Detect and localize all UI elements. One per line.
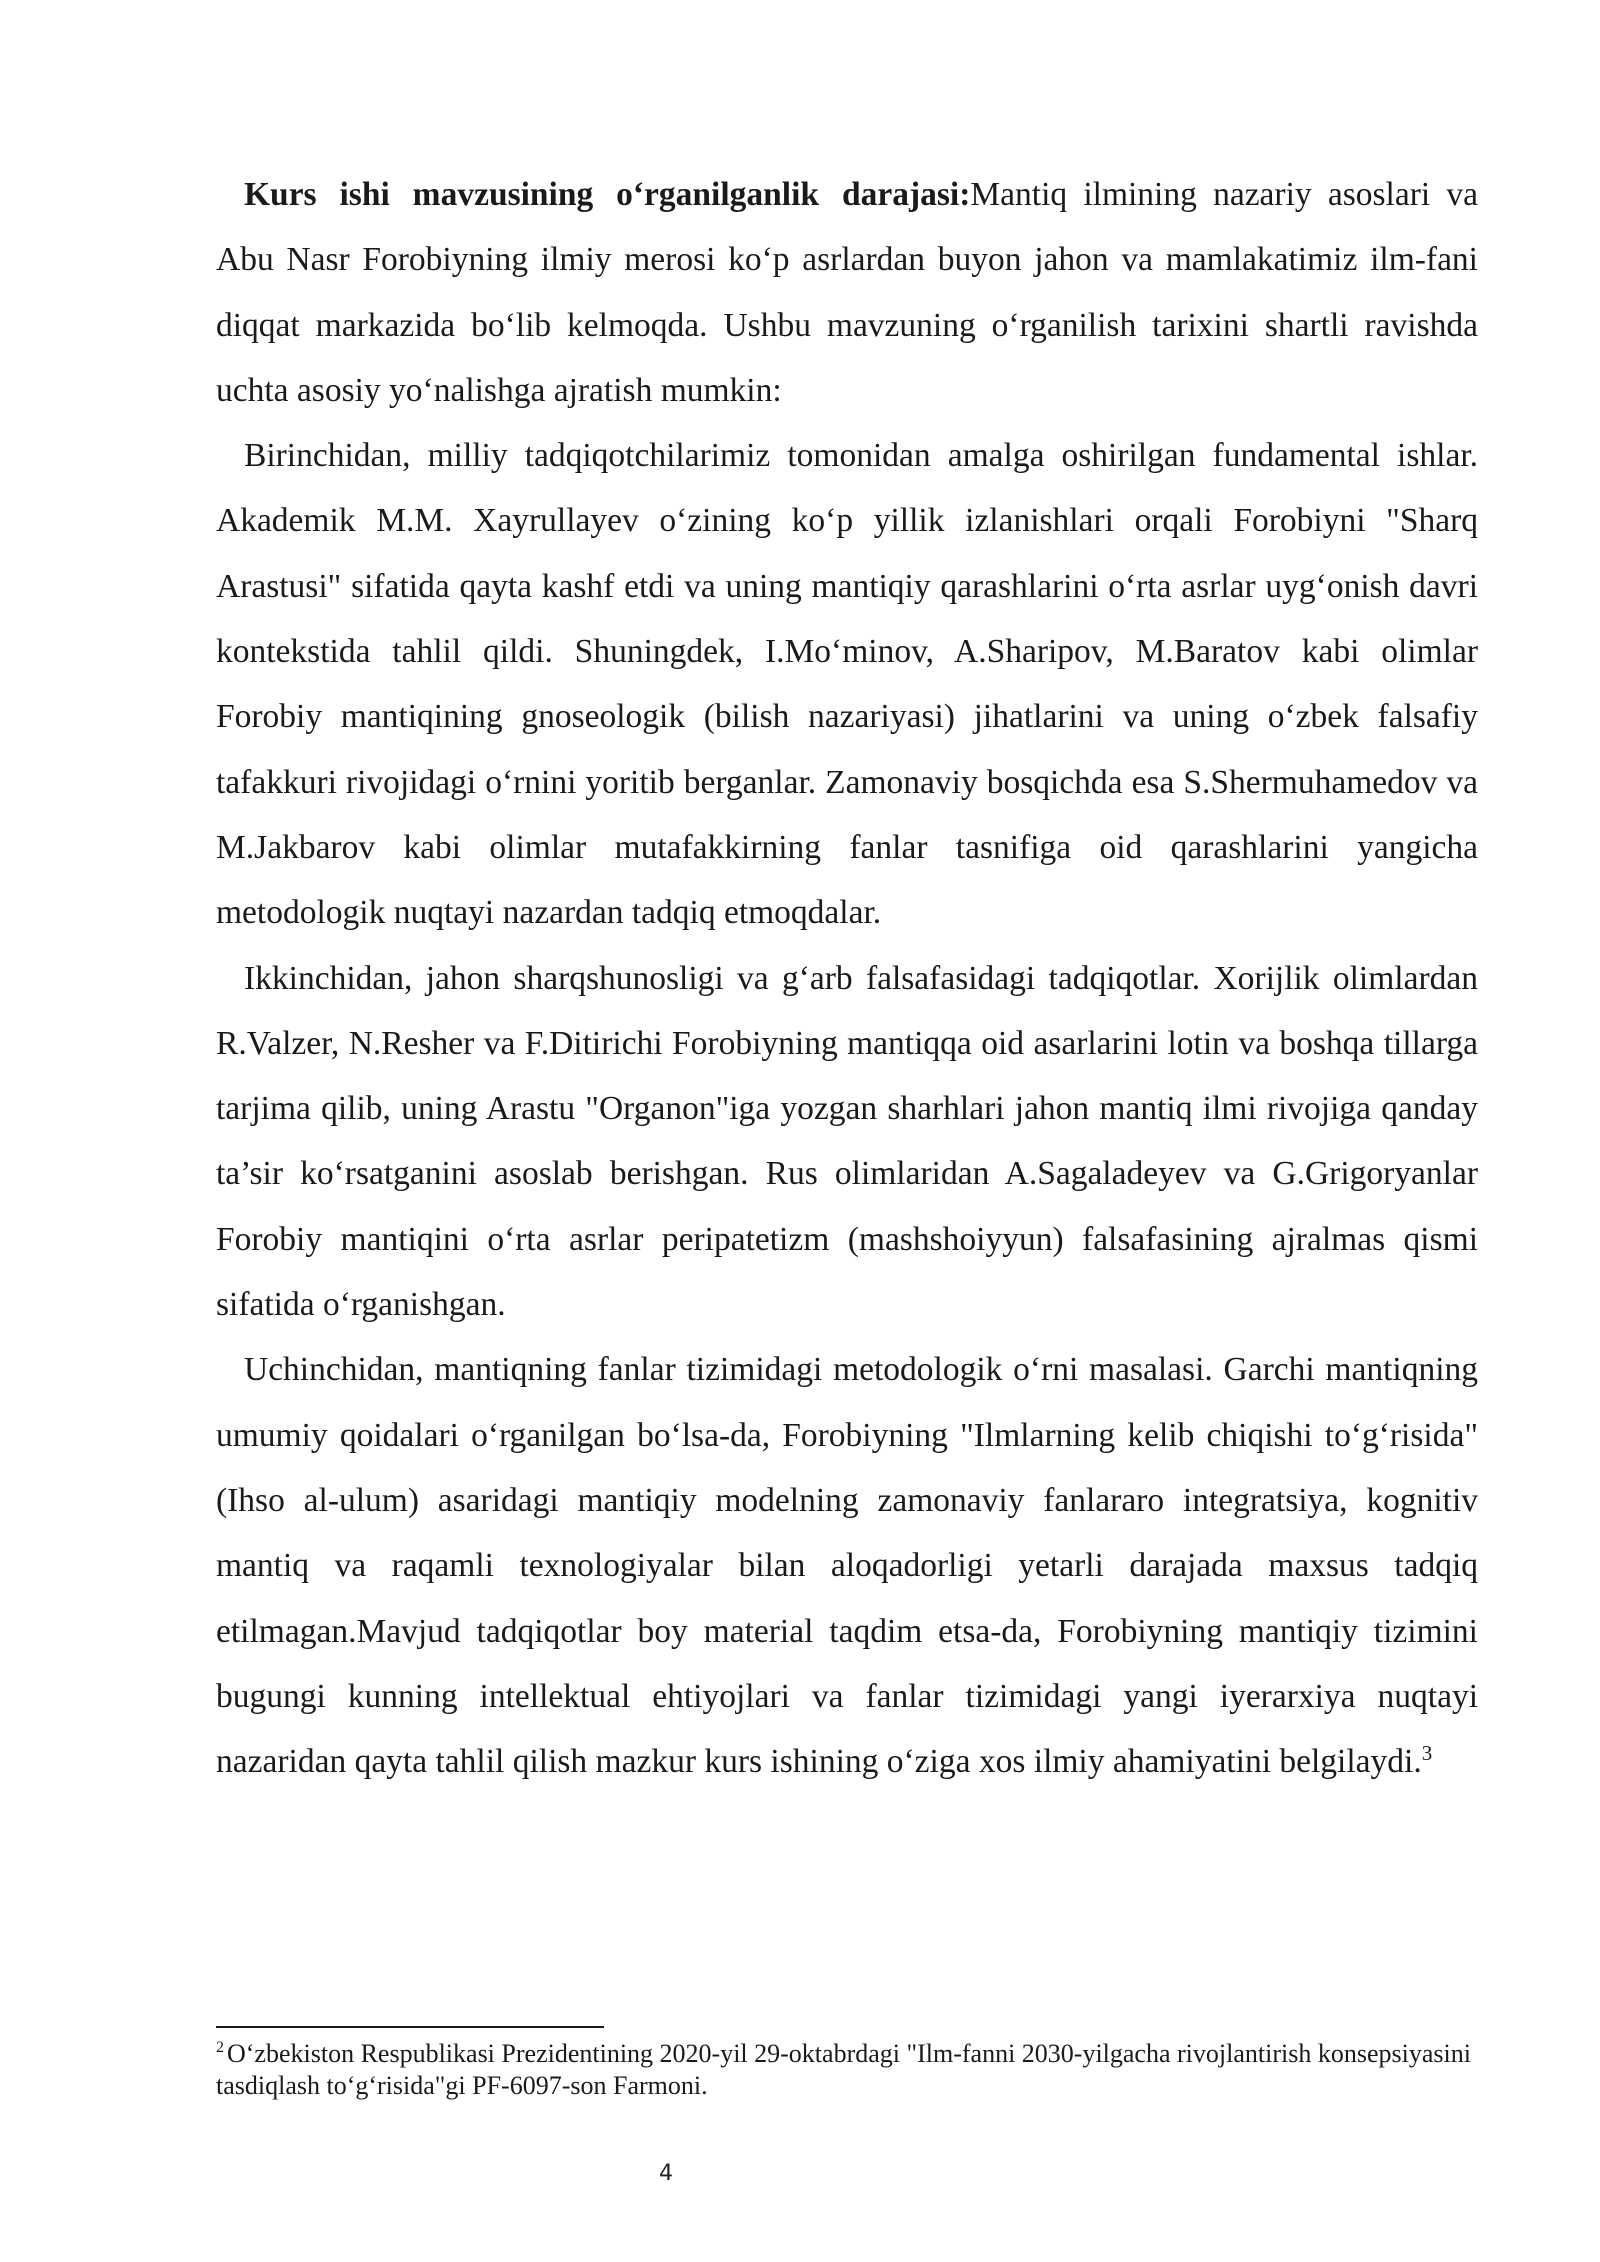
footnote-text: Oʻzbekiston Respublikasi Prezidentining 2020-yil 29-oktabrdagi "Ilm-fanni 2030-yilgacha rivojlantirish konsepsiyasini tasdiqlash toʻgʻrisida"gi PF-6097-son Farmoni. xyxy=(216,2039,1471,2100)
footnote-reference[interactable]: 3 xyxy=(1421,1740,1433,1765)
footnote-separator xyxy=(216,2026,604,2028)
paragraph-text: Mantiq ilmining nazariy asoslari va Abu Nasr Forobiyning ilmiy merosi koʻp asrlardan buyon jahon va mamlakatimiz ilm-fani diqqat markazida boʻlib kelmoqda. Ushbu mavzuning oʻrganilish tarixini shartli ravishda uchta asosiy yoʻnalishga ajratish mumkin: xyxy=(216,176,1478,409)
paragraph-intro xyxy=(216,162,1478,423)
footnote-entry xyxy=(216,2038,1478,2102)
footnote-marker: 2 xyxy=(216,2039,224,2057)
paragraph-text: Birinchidan, milliy tadqiqotchilarimiz tomonidan amalga oshirilgan fundamental ishlar. Akademik M.M. Xayrullayev oʻzining koʻp yillik izlanishlari orqali Forobiyni "Sharq Arastusi" sifatida qayta kashf etdi va uning mantiqiy qarashlarini oʻrta asrlar uygʻonish davri kontekstida tahlil qildi. Shuningdek, I.Moʻminov, A.Sharipov, M.Baratov kabi olimlar Forobiy mantiqining gnoseologik (bilish nazariyasi) jihatlarini va uning oʻzbek falsafiy tafakkuri rivojidagi oʻrnini yoritib berganlar. Zamonaviy bosqichda esa S.Shermuhamedov va M.Jakbarov kabi olimlar mutafakkirning fanlar tasnifiga oid qarashlarini yangicha metodologik nuqtayi nazardan tadqiq etmoqdalar. xyxy=(216,437,1478,932)
paragraph-first-direction xyxy=(216,423,1478,945)
body-text xyxy=(216,162,1478,1794)
paragraph-third-direction xyxy=(216,1337,1478,1794)
section-heading: Kurs ishi mavzusining oʻrganilganlik darajasi: xyxy=(244,176,971,213)
paragraph-second-direction xyxy=(216,946,1478,1338)
paragraph-text: Uchinchidan, mantiqning fanlar tizimidagi metodologik oʻrni masalasi. Garchi mantiqning umumiy qoidalari oʻrganilgan boʻlsa-da, Forobiyning "Ilmlarning kelib chiqishi toʻgʻrisida" (Ihso al-ulum) asaridagi mantiqiy modelning zamonaviy fanlararo integratsiya, kognitiv mantiq va raqamli texnologiyalar bilan aloqadorligi yetarli darajada maxsus tadqiq etilmagan.Mavjud tadqiqotlar boy material taqdim etsa-da, Forobiyning mantiqiy tizimini bugungi kunning intellektual ehtiyojlari va fanlar tizimidagi yangi iyerarxiya nuqtayi nazaridan qayta tahlil qilish mazkur kurs ishining oʻziga xos ilmiy ahamiyatini belgilaydi. xyxy=(216,1351,1478,1781)
footnote xyxy=(216,2038,1478,2102)
paragraph-text: Ikkinchidan, jahon sharqshunosligi va gʻarb falsafasidagi tadqiqotlar. Xorijlik olimlardan R.Valzer, N.Resher va F.Ditirichi Forobiyning mantiqqa oid asarlarini lotin va boshqa tillarga tarjima qilib, uning Arastu "Organon"iga yozgan sharhlari jahon mantiq ilmi rivojiga qanday ta’sir koʻrsatganini asoslab berishgan. Rus olimlaridan A.Sagaladeyev va G.Grigoryanlar Forobiy mantiqini oʻrta asrlar peripatetizm (mashshoiyyun) falsafasining ajralmas qismi sifatida oʻrganishgan. xyxy=(216,959,1478,1324)
page-number: 4 xyxy=(659,2161,673,2186)
